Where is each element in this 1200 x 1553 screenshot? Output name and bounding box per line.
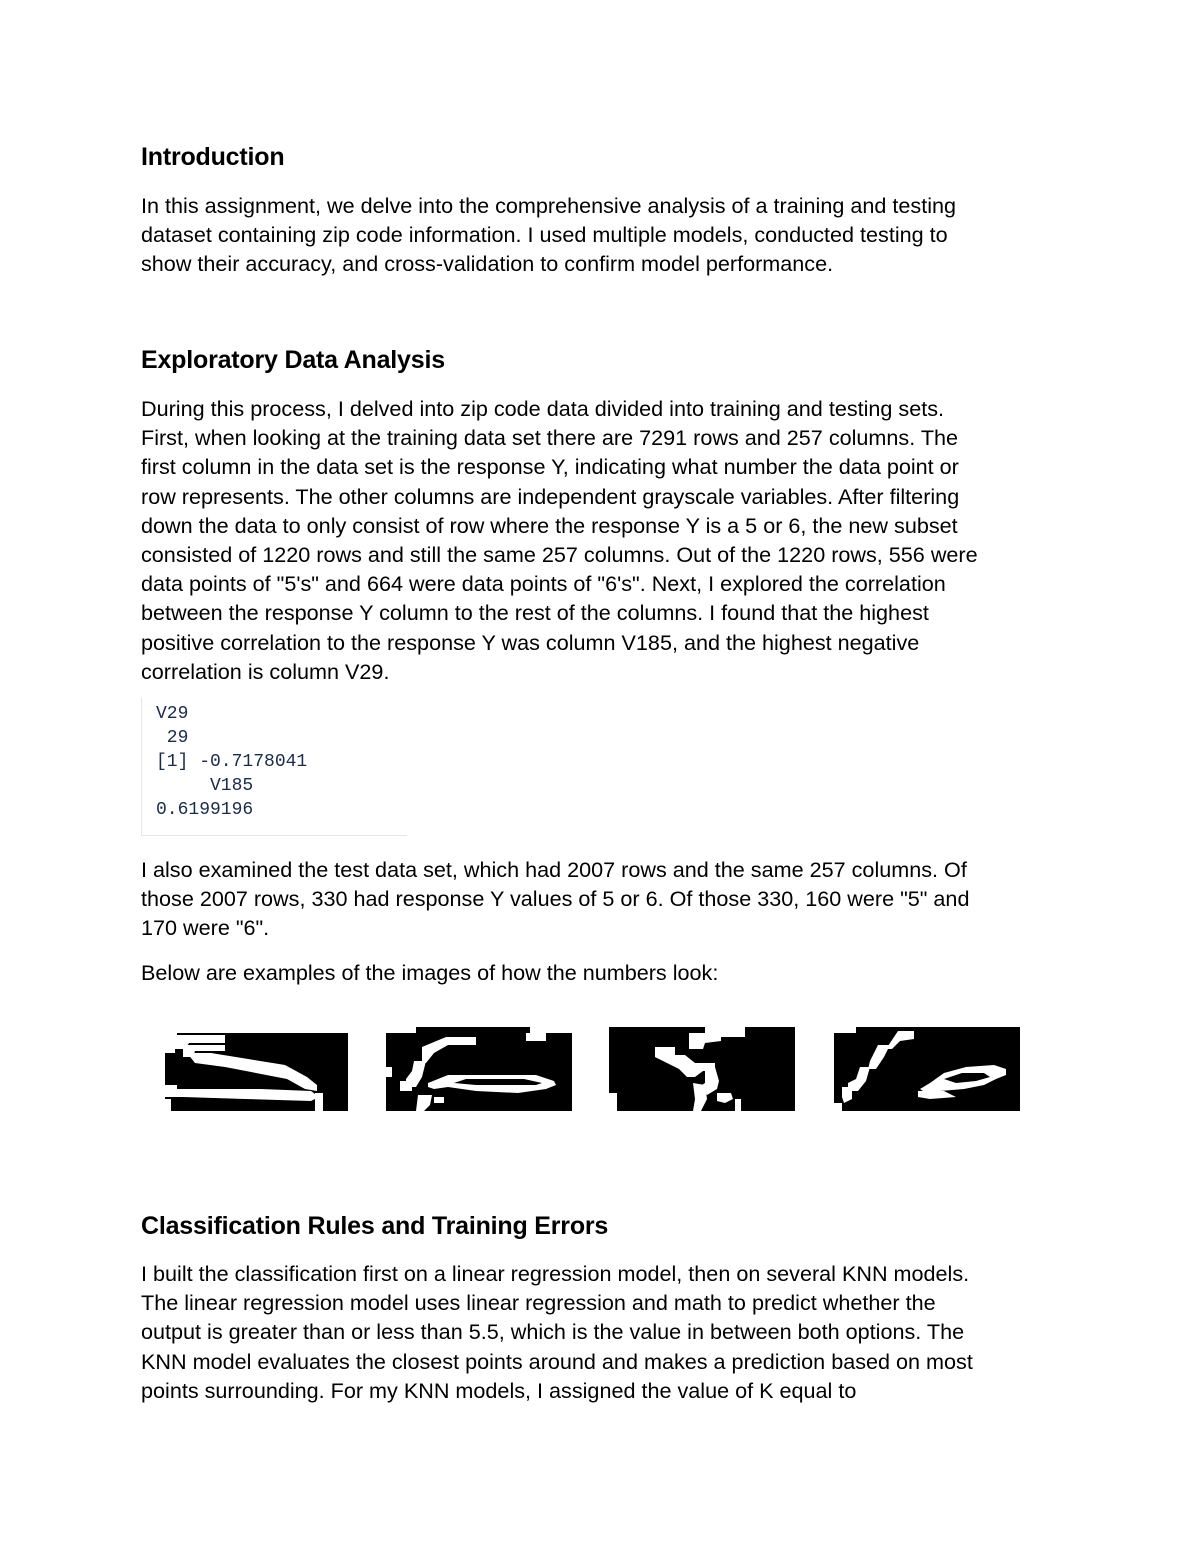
code-line: 0.6199196	[156, 800, 254, 820]
images-intro-paragraph	[141, 958, 1061, 987]
paragraph-line: The linear regression model uses linear regression and math to predict whether the	[141, 1290, 936, 1316]
classification-paragraph	[141, 1259, 1061, 1405]
paragraph-line: Below are examples of the images of how the numbers look:	[141, 960, 719, 985]
digit-5-image	[609, 1027, 795, 1111]
paragraph-line: During this process, I delved into zip code data divided into training and testing sets.	[141, 396, 945, 421]
paragraph-line: output is greater than or less than 5.5, which is the value in between both options. The	[141, 1319, 965, 1345]
code-line: V29	[156, 704, 189, 724]
paragraph-line: In this assignment, we delve into the comprehensive analysis of a training and testing	[141, 193, 957, 218]
paragraph-line: show their accuracy, and cross-validation to confirm model performance.	[141, 251, 834, 277]
paragraph-line: KNN model evaluates the closest points around and makes a prediction based on most	[141, 1348, 973, 1374]
paragraph-line: positive correlation to the response Y was column V185, and the highest negative	[141, 629, 920, 655]
code-line: [1] -0.7178041	[156, 752, 308, 772]
paragraph-line: first column in the data set is the response Y, indicating what number the data point or	[141, 454, 959, 480]
paragraph-line: data points of "5's" and 664 were data points of "6's". Next, I explored the correlation	[141, 571, 946, 597]
code-line: V185	[156, 776, 254, 796]
paragraph-line: between the response Y column to the rest of the columns. I found that the highest	[141, 600, 929, 626]
digit-images-row	[165, 1027, 1025, 1111]
digit-6-image	[386, 1027, 572, 1111]
eda-paragraph	[141, 394, 1061, 686]
paragraph-line: points surrounding. For my KNN models, I assigned the value of K equal to	[141, 1377, 857, 1403]
digit-5-image	[165, 1027, 348, 1111]
paragraph-line: consisted of 1220 rows and still the same 257 columns. Out of the 1220 rows, 556 were	[141, 542, 978, 568]
paragraph-line: First, when looking at the training data set there are 7291 rows and 257 columns. The	[141, 425, 959, 451]
paragraph-line: down the data to only consist of row where the response Y is a 5 or 6, the new subset	[141, 512, 958, 538]
paragraph-line: correlation is column V29.	[141, 658, 390, 684]
paragraph-line: 170 were "6".	[141, 915, 270, 941]
test-data-paragraph	[141, 855, 1061, 943]
paragraph-line: those 2007 rows, 330 had response Y values of 5 or 6. Of those 330, 160 were "5" and	[141, 886, 970, 912]
digit-6-image	[834, 1027, 1020, 1111]
classification-heading: Classification Rules and Training Errors	[141, 1212, 609, 1240]
code-line: 29	[156, 728, 189, 748]
introduction-heading: Introduction	[141, 143, 285, 171]
paragraph-line: row represents. The other columns are independent grayscale variables. After filtering	[141, 483, 960, 509]
paragraph-line: dataset containing zip code information. I used multiple models, conducted testing to	[141, 222, 948, 248]
code-output-screenshot	[141, 698, 407, 836]
paragraph-line: I built the classification first on a linear regression model, then on several KNN models.	[141, 1261, 970, 1286]
introduction-paragraph	[141, 191, 1061, 279]
paragraph-line: I also examined the test data set, which had 2007 rows and the same 257 columns. Of	[141, 857, 967, 882]
eda-heading: Exploratory Data Analysis	[141, 346, 445, 374]
